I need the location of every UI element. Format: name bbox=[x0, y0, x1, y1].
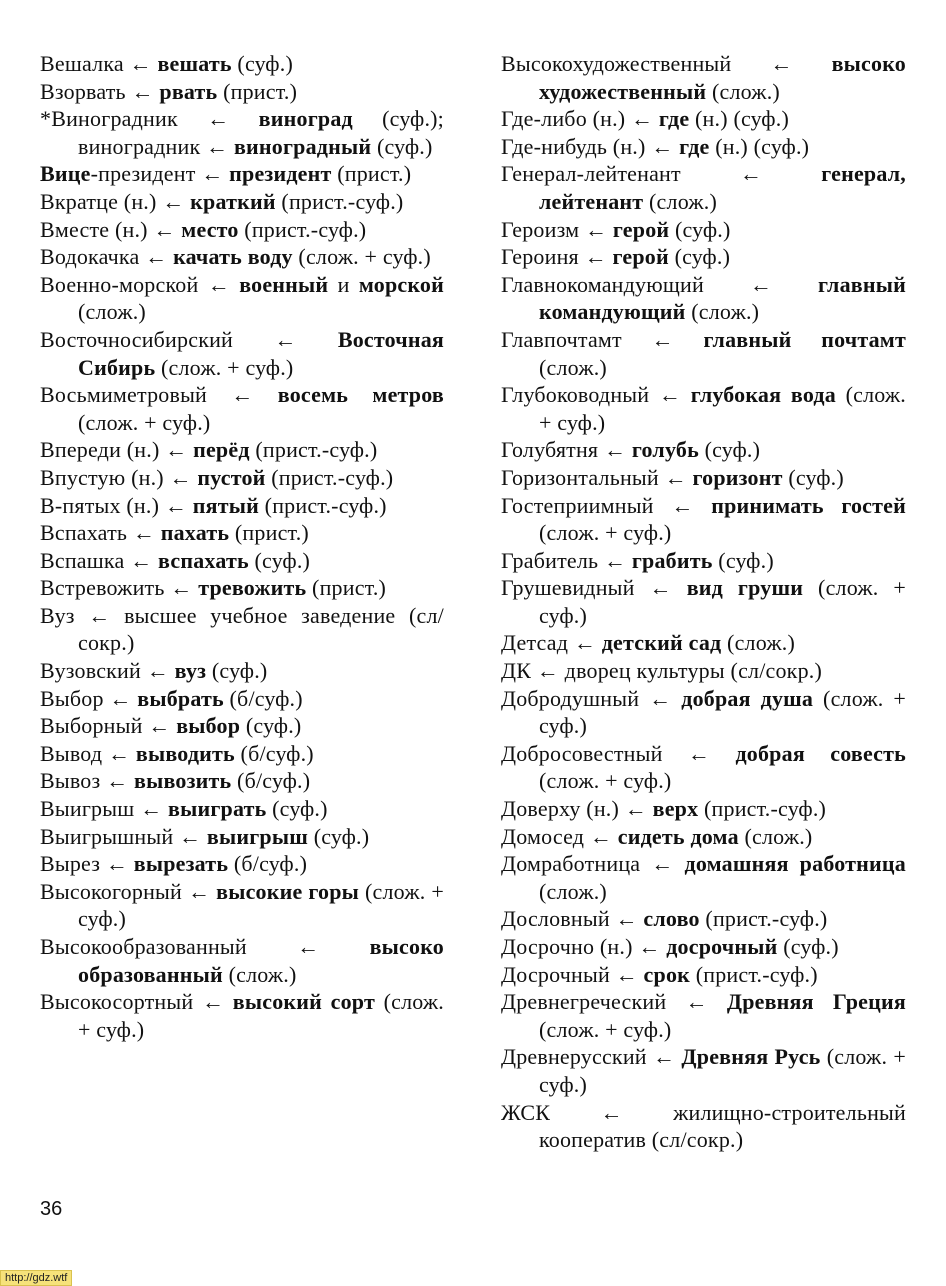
dictionary-entry bbox=[501, 464, 906, 492]
dictionary-entry bbox=[501, 1043, 906, 1098]
dictionary-entry bbox=[40, 988, 444, 1043]
entry-text: (слож.) bbox=[685, 299, 760, 325]
entry-text: (слож.) bbox=[222, 961, 297, 987]
entry-text: (суф.) bbox=[668, 244, 731, 270]
entry-source-word: главный почтамт bbox=[703, 326, 906, 352]
entry-source-word: Вице bbox=[40, 161, 91, 187]
entry-text: (слож.) bbox=[78, 299, 146, 325]
dictionary-entry bbox=[40, 823, 444, 851]
dictionary-entry bbox=[40, 933, 444, 988]
dictionary-entry bbox=[40, 767, 444, 795]
entry-text: Водокачка ← bbox=[40, 244, 174, 270]
entry-source-word: вырезать bbox=[133, 851, 229, 877]
entry-text: Главпочтамт ← bbox=[501, 326, 704, 352]
entry-source-word: домашняя работница bbox=[684, 851, 906, 877]
entry-text: (суф.) bbox=[712, 547, 774, 573]
dictionary-entry bbox=[40, 795, 444, 823]
entry-text: -президент ← bbox=[90, 161, 230, 187]
entry-text: Где-нибудь (н.) ← bbox=[501, 133, 680, 159]
entry-text: (слож. + суф.) bbox=[78, 409, 211, 435]
entry-text: Домработница ← bbox=[501, 851, 685, 877]
dictionary-entry bbox=[40, 326, 444, 381]
dictionary-entry bbox=[501, 823, 906, 851]
dictionary-entry bbox=[40, 243, 444, 271]
dictionary-entry bbox=[40, 105, 444, 160]
dictionary-entry bbox=[40, 740, 444, 768]
entry-text: (прист.-суф.) bbox=[265, 464, 394, 490]
entry-source-word: сидеть дома bbox=[617, 823, 739, 849]
entry-text: Вывод ← bbox=[40, 740, 136, 766]
left-column bbox=[40, 50, 444, 1043]
entry-text: (прист.-суф.) bbox=[698, 796, 827, 822]
entry-source-word: главный командующий bbox=[539, 271, 906, 325]
entry-text: Досрочный ← bbox=[501, 961, 644, 987]
entry-text: (слож. + суф.) bbox=[78, 878, 444, 932]
entry-text: Высокообразованный ← bbox=[40, 934, 370, 959]
entry-text: Высокосортный ← bbox=[40, 989, 233, 1015]
entry-source-word: принимать гостей bbox=[711, 492, 906, 518]
entry-text: Впереди (н.) ← bbox=[40, 437, 194, 463]
entry-text: Выбор ← bbox=[40, 685, 138, 711]
dictionary-entry bbox=[501, 685, 906, 740]
entry-text: (слож.) bbox=[539, 878, 607, 904]
entry-text: Детсад ← bbox=[501, 630, 602, 656]
entry-text: (н.) (суф.) bbox=[709, 133, 810, 159]
entry-source-word: пятый bbox=[192, 492, 259, 518]
dictionary-entry bbox=[501, 105, 906, 133]
dictionary-entry bbox=[40, 50, 444, 78]
watermark-link[interactable]: http://gdz.wtf bbox=[0, 1270, 72, 1286]
entry-source-word: высокие горы bbox=[216, 878, 360, 904]
dictionary-entry bbox=[501, 1099, 906, 1154]
entry-source-word: тревожить bbox=[198, 575, 307, 601]
entry-text: (суф.); виноградник ← bbox=[78, 106, 444, 159]
dictionary-entry bbox=[40, 850, 444, 878]
dictionary-entry bbox=[501, 905, 906, 933]
entry-source-word: горизонт bbox=[692, 464, 783, 490]
entry-text: *Виноградник ← bbox=[40, 106, 259, 132]
entry-text: Досрочно (н.) ← bbox=[501, 934, 667, 959]
entry-text: (слож. + суф.) bbox=[539, 1016, 672, 1042]
entry-source-word: пустой bbox=[197, 464, 266, 490]
dictionary-entry bbox=[501, 381, 906, 436]
entry-text: (слож.) bbox=[721, 630, 795, 656]
entry-source-word: пахать bbox=[160, 520, 230, 546]
entry-text: Выигрыш ← bbox=[40, 796, 168, 822]
dictionary-entry bbox=[40, 519, 444, 547]
entry-source-word: морской bbox=[358, 271, 445, 297]
entry-text: (суф.) bbox=[206, 658, 268, 684]
entry-source-word: где bbox=[658, 106, 690, 132]
entry-text: Доверху (н.) ← bbox=[501, 796, 653, 822]
dictionary-entry bbox=[501, 740, 906, 795]
entry-text: (б/суф.) bbox=[234, 740, 314, 766]
dictionary-entry bbox=[40, 712, 444, 740]
entry-source-word: восемь метров bbox=[277, 382, 444, 408]
entry-text: ЖСК ← жилищно-строительный кооператив (сл/сокр.) bbox=[501, 1099, 906, 1153]
entry-text: (суф.) bbox=[777, 934, 839, 959]
entry-text: (слож. + суф.) bbox=[539, 685, 906, 739]
entry-text: Вывоз ← bbox=[40, 768, 134, 794]
entry-text: Вуз ← высшее учебное заведение (сл/сокр.) bbox=[40, 602, 444, 656]
entry-text: Выигрышный ← bbox=[40, 823, 207, 849]
entry-text: Грушевидный ← bbox=[501, 575, 687, 601]
entry-source-word: верх bbox=[652, 796, 699, 822]
entry-source-word: вид груши bbox=[686, 575, 804, 601]
entry-text: Вузовский ← bbox=[40, 658, 175, 684]
dictionary-entry bbox=[40, 574, 444, 602]
entry-text: (прист.-суф.) bbox=[238, 216, 367, 242]
entry-source-word: высокий сорт bbox=[232, 989, 375, 1015]
entry-text: (слож. + суф.) bbox=[539, 768, 672, 794]
entry-source-word: место bbox=[181, 216, 239, 242]
entry-text: (прист.-суф.) bbox=[699, 906, 828, 932]
entry-text: Вспахать ← bbox=[40, 520, 161, 546]
dictionary-entry bbox=[40, 188, 444, 216]
entry-text: (прист.) bbox=[217, 78, 298, 104]
entry-source-word: слово bbox=[643, 906, 700, 932]
entry-text: Военно-морской ← bbox=[40, 271, 240, 297]
entry-text: (слож.) bbox=[706, 78, 780, 104]
entry-text: Высокохудожественный ← bbox=[501, 51, 832, 76]
entry-text: (прист.-суф.) bbox=[275, 188, 404, 214]
entry-text: Вырез ← bbox=[40, 851, 134, 877]
entry-text: (слож. + суф.) bbox=[155, 354, 294, 380]
entry-source-word: выбрать bbox=[137, 685, 224, 711]
dictionary-entry bbox=[40, 78, 444, 106]
dictionary-entry bbox=[501, 933, 906, 961]
entry-source-word: вешать bbox=[157, 51, 232, 76]
entry-text: (слож.) bbox=[539, 354, 607, 380]
entry-source-word: вспахать bbox=[158, 547, 249, 573]
entry-source-word: Восточная Сибирь bbox=[78, 326, 444, 380]
entry-source-word: добрая душа bbox=[681, 685, 814, 711]
entry-source-word: качать воду bbox=[173, 244, 293, 270]
entry-source-word: срок bbox=[643, 961, 691, 987]
dictionary-entry bbox=[40, 464, 444, 492]
entry-text: (суф.) bbox=[240, 713, 302, 739]
entry-text: и bbox=[328, 271, 359, 297]
entry-text: (суф.) bbox=[698, 437, 761, 463]
entry-source-word: виноград bbox=[258, 106, 353, 132]
entry-text: Добродушный ← bbox=[501, 685, 682, 711]
entry-source-word: выводить bbox=[135, 740, 235, 766]
entry-text: (слож. + суф.) bbox=[539, 1044, 906, 1097]
entry-source-word: выбор bbox=[176, 713, 241, 739]
entry-source-word: грабить bbox=[631, 547, 713, 573]
entry-source-word: краткий bbox=[190, 188, 276, 214]
entry-text: Древнерусский ← bbox=[501, 1044, 682, 1070]
entry-text: Вспашка ← bbox=[40, 547, 159, 573]
entry-source-word: вуз bbox=[174, 658, 207, 684]
entry-text: Добросовестный ← bbox=[501, 740, 736, 766]
entry-text: (суф.) bbox=[308, 823, 370, 849]
dictionary-entry bbox=[501, 988, 906, 1043]
entry-text: Дословный ← bbox=[501, 906, 644, 932]
page-number: 36 bbox=[40, 1198, 63, 1220]
entry-text: (прист.-суф.) bbox=[249, 437, 378, 463]
entry-text: (прист.) bbox=[331, 161, 412, 187]
entry-source-word: военный bbox=[239, 271, 329, 297]
entry-source-word: герой bbox=[612, 216, 670, 242]
entry-text: (суф.) bbox=[782, 464, 844, 490]
entry-text: Вешалка ← bbox=[40, 51, 158, 76]
entry-text: В-пятых (н.) ← bbox=[40, 492, 193, 518]
dictionary-entry bbox=[501, 629, 906, 657]
entry-source-word: перёд bbox=[193, 437, 250, 463]
entry-text: (слож. + суф.) bbox=[539, 520, 672, 546]
entry-text: Глубоководный ← bbox=[501, 382, 691, 408]
entry-source-word: высоко образованный bbox=[78, 934, 444, 987]
entry-text: Древнегреческий ← bbox=[501, 989, 727, 1015]
entry-source-word: добрая совесть bbox=[735, 740, 906, 766]
entry-text: Восьмиметровый ← bbox=[40, 382, 278, 408]
dictionary-entry bbox=[40, 657, 444, 685]
entry-source-word: высоко художественный bbox=[539, 51, 906, 104]
entry-source-word: где bbox=[679, 133, 710, 159]
dictionary-entry bbox=[501, 326, 906, 381]
entry-text: (б/суф.) bbox=[228, 851, 308, 877]
dictionary-entry bbox=[501, 50, 906, 105]
entry-text: (слож. + суф.) bbox=[539, 575, 907, 628]
entry-text: Встревожить ← bbox=[40, 575, 199, 601]
entry-text: Восточносибирский ← bbox=[40, 326, 338, 352]
entry-text: (прист.-суф.) bbox=[690, 961, 818, 987]
entry-source-word: рвать bbox=[159, 78, 218, 104]
entry-text: Домосед ← bbox=[501, 823, 618, 849]
entry-source-word: президент bbox=[229, 161, 332, 187]
entry-source-word: глубокая вода bbox=[690, 382, 836, 408]
dictionary-entry bbox=[501, 216, 906, 244]
entry-text: Вкратце (н.) ← bbox=[40, 188, 191, 214]
entry-text: (слож.) bbox=[643, 188, 717, 214]
entry-source-word: вывозить bbox=[133, 768, 232, 794]
dictionary-entry bbox=[40, 602, 444, 657]
entry-text: Взорвать ← bbox=[40, 78, 160, 104]
dictionary-entry bbox=[501, 795, 906, 823]
dictionary-entry bbox=[501, 133, 906, 161]
entry-source-word: детский сад bbox=[601, 630, 722, 656]
entry-text: (суф.) bbox=[248, 547, 311, 573]
dictionary-entry bbox=[501, 243, 906, 271]
entry-text: Главнокомандующий ← bbox=[501, 271, 818, 297]
entry-text: Горизонтальный ← bbox=[501, 464, 693, 490]
dictionary-entry bbox=[40, 436, 444, 464]
dictionary-entry bbox=[501, 547, 906, 575]
dictionary-entry bbox=[40, 685, 444, 713]
entry-text: Вместе (н.) ← bbox=[40, 216, 182, 242]
entry-source-word: голубь bbox=[631, 437, 699, 463]
entry-text: (суф.) bbox=[266, 796, 328, 822]
entry-text: (прист.-суф.) bbox=[258, 492, 387, 518]
right-column bbox=[501, 50, 906, 1154]
dictionary-entry bbox=[501, 492, 906, 547]
dictionary-entry bbox=[40, 160, 444, 188]
entry-text: Где-либо (н.) ← bbox=[501, 106, 659, 132]
entry-source-word: досрочный bbox=[666, 934, 778, 959]
dictionary-entry bbox=[40, 271, 444, 326]
entry-source-word: генерал, лейтенант bbox=[539, 161, 906, 214]
entry-source-word: выиграть bbox=[167, 796, 267, 822]
entry-text: (слож.) bbox=[738, 823, 813, 849]
entry-source-word: Древняя Русь bbox=[681, 1044, 821, 1070]
entry-text: (суф.) bbox=[371, 133, 433, 159]
entry-source-word: герой bbox=[612, 244, 669, 270]
dictionary-entry bbox=[501, 850, 906, 905]
entry-text: Гостеприимный ← bbox=[501, 492, 712, 518]
entry-text: Грабитель ← bbox=[501, 547, 632, 573]
dictionary-entry bbox=[40, 381, 444, 436]
dictionary-entry bbox=[40, 878, 444, 933]
entry-text: Впустую (н.) ← bbox=[40, 464, 198, 490]
dictionary-entry bbox=[501, 160, 906, 215]
entry-text: (слож. + суф.) bbox=[78, 989, 444, 1042]
entry-text: Героиня ← bbox=[501, 244, 613, 270]
entry-text: Героизм ← bbox=[501, 216, 613, 242]
entry-text: Высокогорный ← bbox=[40, 878, 217, 904]
entry-text: Голубятня ← bbox=[501, 437, 632, 463]
entry-text: (н.) (суф.) bbox=[689, 106, 789, 132]
entry-text: (суф.) bbox=[231, 51, 293, 76]
entry-source-word: виноградный bbox=[233, 133, 372, 159]
dictionary-entry bbox=[501, 961, 906, 989]
entry-source-word: Древняя Греция bbox=[726, 989, 906, 1015]
dictionary-entry bbox=[501, 657, 906, 685]
entry-text: (б/суф.) bbox=[231, 768, 311, 794]
dictionary-entry bbox=[501, 436, 906, 464]
entry-text: (прист.) bbox=[229, 520, 309, 546]
entry-text: (б/суф.) bbox=[223, 685, 303, 711]
entry-text: Генерал-лейтенант ← bbox=[501, 161, 822, 187]
entry-text: (слож. + суф.) bbox=[292, 244, 431, 270]
entry-text: (суф.) bbox=[669, 216, 731, 242]
dictionary-entry bbox=[501, 574, 906, 629]
entry-text: (прист.) bbox=[306, 575, 387, 601]
entry-text: Выборный ← bbox=[40, 713, 177, 739]
dictionary-entry bbox=[40, 547, 444, 575]
entry-text: ДК ← дворец культуры (сл/сокр.) bbox=[501, 658, 822, 684]
entry-text: (слож. + суф.) bbox=[539, 382, 906, 435]
entry-source-word: выигрыш bbox=[206, 823, 309, 849]
dictionary-entry bbox=[40, 216, 444, 244]
dictionary-entry bbox=[501, 271, 906, 326]
dictionary-entry bbox=[40, 492, 444, 520]
